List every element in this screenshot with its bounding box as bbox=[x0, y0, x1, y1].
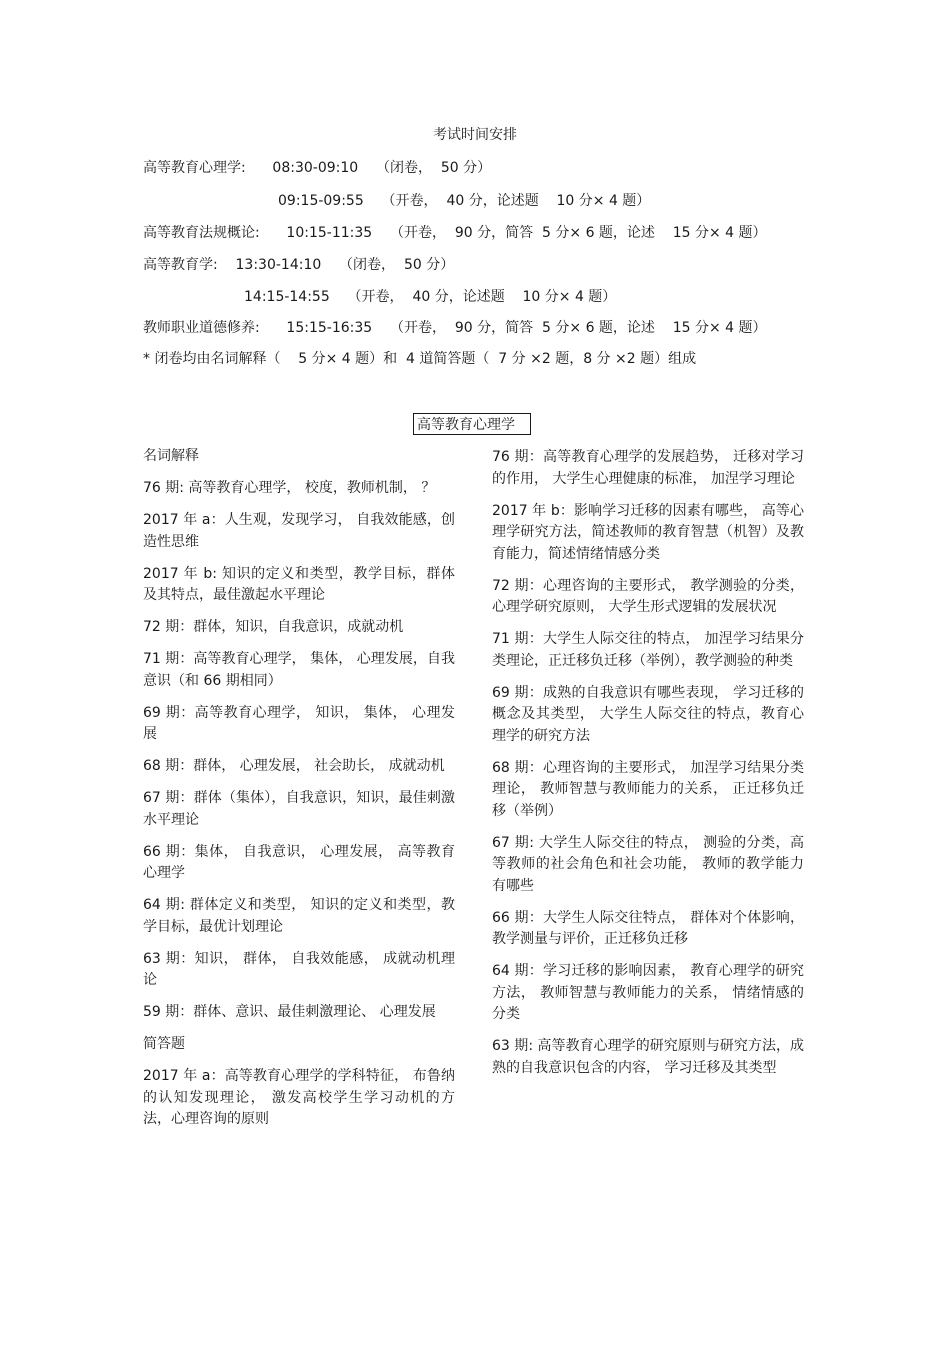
short-answer-entry: 66 期：大学生人际交往特点， 群体对个体影响，教学测量与评价，正迁移负迁移 bbox=[492, 909, 804, 947]
term-entry: 2017 年 b: 知识的定义和类型，教学目标，群体及其特点，最佳激起水平理论 bbox=[143, 565, 455, 603]
short-answer-entry: 67 期: 大学生人际交往的特点， 测验的分类，高等教师的社会角色和社会功能， 教师的教学能力有哪些 bbox=[492, 834, 804, 894]
short-answer-entry: 72 期：心理咨询的主要形式， 教学测验的分类，心理学研究原则， 大学生形式逻辑的发展状况 bbox=[492, 577, 804, 615]
short-answer-entry: 63 期: 高等教育心理学的研究原则与研究方法，成熟的自我意识包含的内容， 学习迁移及其类型 bbox=[492, 1038, 804, 1076]
term-entry: 67 期：群体（集体），自我意识，知识，最佳刺激水平理论 bbox=[143, 790, 455, 828]
term-entry: 69 期：高等教育心理学， 知识， 集体， 心理发展 bbox=[143, 704, 455, 742]
term-entry: 63 期：知识， 群体， 自我效能感， 成就动机理论 bbox=[143, 950, 455, 988]
term-entry: 64 期: 群体定义和类型， 知识的定义和类型，教学目标，最优计划理论 bbox=[143, 897, 455, 935]
schedule-line-education-closed: 高等教育学: 13:30-14:10 （闭卷， 50 分） bbox=[143, 257, 455, 273]
schedule-line-law: 高等教育法规概论: 10:15-11:35 （开卷， 90 分，简答 5 分× 6 题，论述 15 分× 4 题） bbox=[143, 225, 767, 241]
schedule-line-psychology-open: 09:15-09:55 （开卷， 40 分，论述题 10 分× 4 题） bbox=[278, 193, 651, 209]
term-entry: 2017 年 a：人生观，发现学习， 自我效能感，创造性思维 bbox=[143, 512, 455, 550]
term-entry: 76 期: 高等教育心理学， 校度，教师机制， ？ bbox=[143, 480, 436, 496]
schedule-line-ethics: 教师职业道德修养: 15:15-16:35 （开卷， 90 分，简答 5 分× 6 题，论述 15 分× 4 题） bbox=[143, 320, 767, 336]
term-entry: 72 期：群体，知识，自我意识，成就动机 bbox=[143, 619, 404, 635]
term-entry: 68 期：群体， 心理发展， 社会助长， 成就动机 bbox=[143, 758, 445, 774]
short-answer-entry: 64 期：学习迁移的影响因素， 教育心理学的研究方法， 教师智慧与教师能力的关系， 情绪情感的分类 bbox=[492, 963, 804, 1022]
term-entry: 59 期：群体、意识、最佳刺激理论、 心理发展 bbox=[143, 1004, 436, 1020]
short-answer-entry: 71 期：大学生人际交往的特点， 加涅学习结果分类理论，正迁移负迁移（举例），教学测验的种类 bbox=[492, 631, 804, 669]
short-answer-entry: 69 期：成熟的自我意识有哪些表现， 学习迁移的概念及其类型， 大学生人际交往的特点，教育心理学的研究方法 bbox=[492, 684, 804, 744]
schedule-line-education-open: 14:15-14:55 （开卷， 40 分，论述题 10 分× 4 题） bbox=[244, 289, 617, 305]
left-column bbox=[143, 446, 455, 1141]
right-column bbox=[492, 447, 804, 1090]
short-answer-entry: 76 期：高等教育心理学的发展趋势， 迁移对学习的作用， 大学生心理健康的标准， 加涅学习理论 bbox=[492, 449, 804, 487]
schedule-line-psychology-closed: 高等教育心理学: 08:30-09:10 （闭卷， 50 分） bbox=[143, 160, 492, 176]
term-entry: 71 期：高等教育心理学， 集体， 心理发展，自我意识（和 66 期相同） bbox=[143, 651, 455, 689]
short-answer-entry: 2017 年 b：影响学习迁移的因素有哪些， 高等心理学研究方法，简述教师的教育智慧（机智）及教育能力，简述情绪情感分类 bbox=[492, 502, 804, 562]
page-title: 考试时间安排 bbox=[433, 127, 517, 143]
terms-heading: 名词解释 bbox=[143, 448, 199, 464]
short-answer-entry: 68 期：心理咨询的主要形式， 加涅学习结果分类理论， 教师智慧与教师能力的关系， 正迁移负迁移（举例） bbox=[492, 759, 804, 819]
term-entry: 66 期：集体， 自我意识， 心理发展， 高等教育心理学 bbox=[143, 843, 455, 881]
section-title: 高等教育心理学 bbox=[413, 413, 531, 435]
short-answer-entry: 2017 年 a：高等教育心理学的学科特征， 布鲁纳的认知发现理论， 激发高校学生学习动机的方法，心理咨询的原则 bbox=[143, 1068, 455, 1127]
schedule-footnote: * 闭卷均由名词解释（ 5 分× 4 题）和 4 道简答题（ 7 分 ×2 题，8 分 ×2 题）组成 bbox=[143, 351, 697, 367]
short-answer-heading: 简答题 bbox=[143, 1036, 185, 1052]
